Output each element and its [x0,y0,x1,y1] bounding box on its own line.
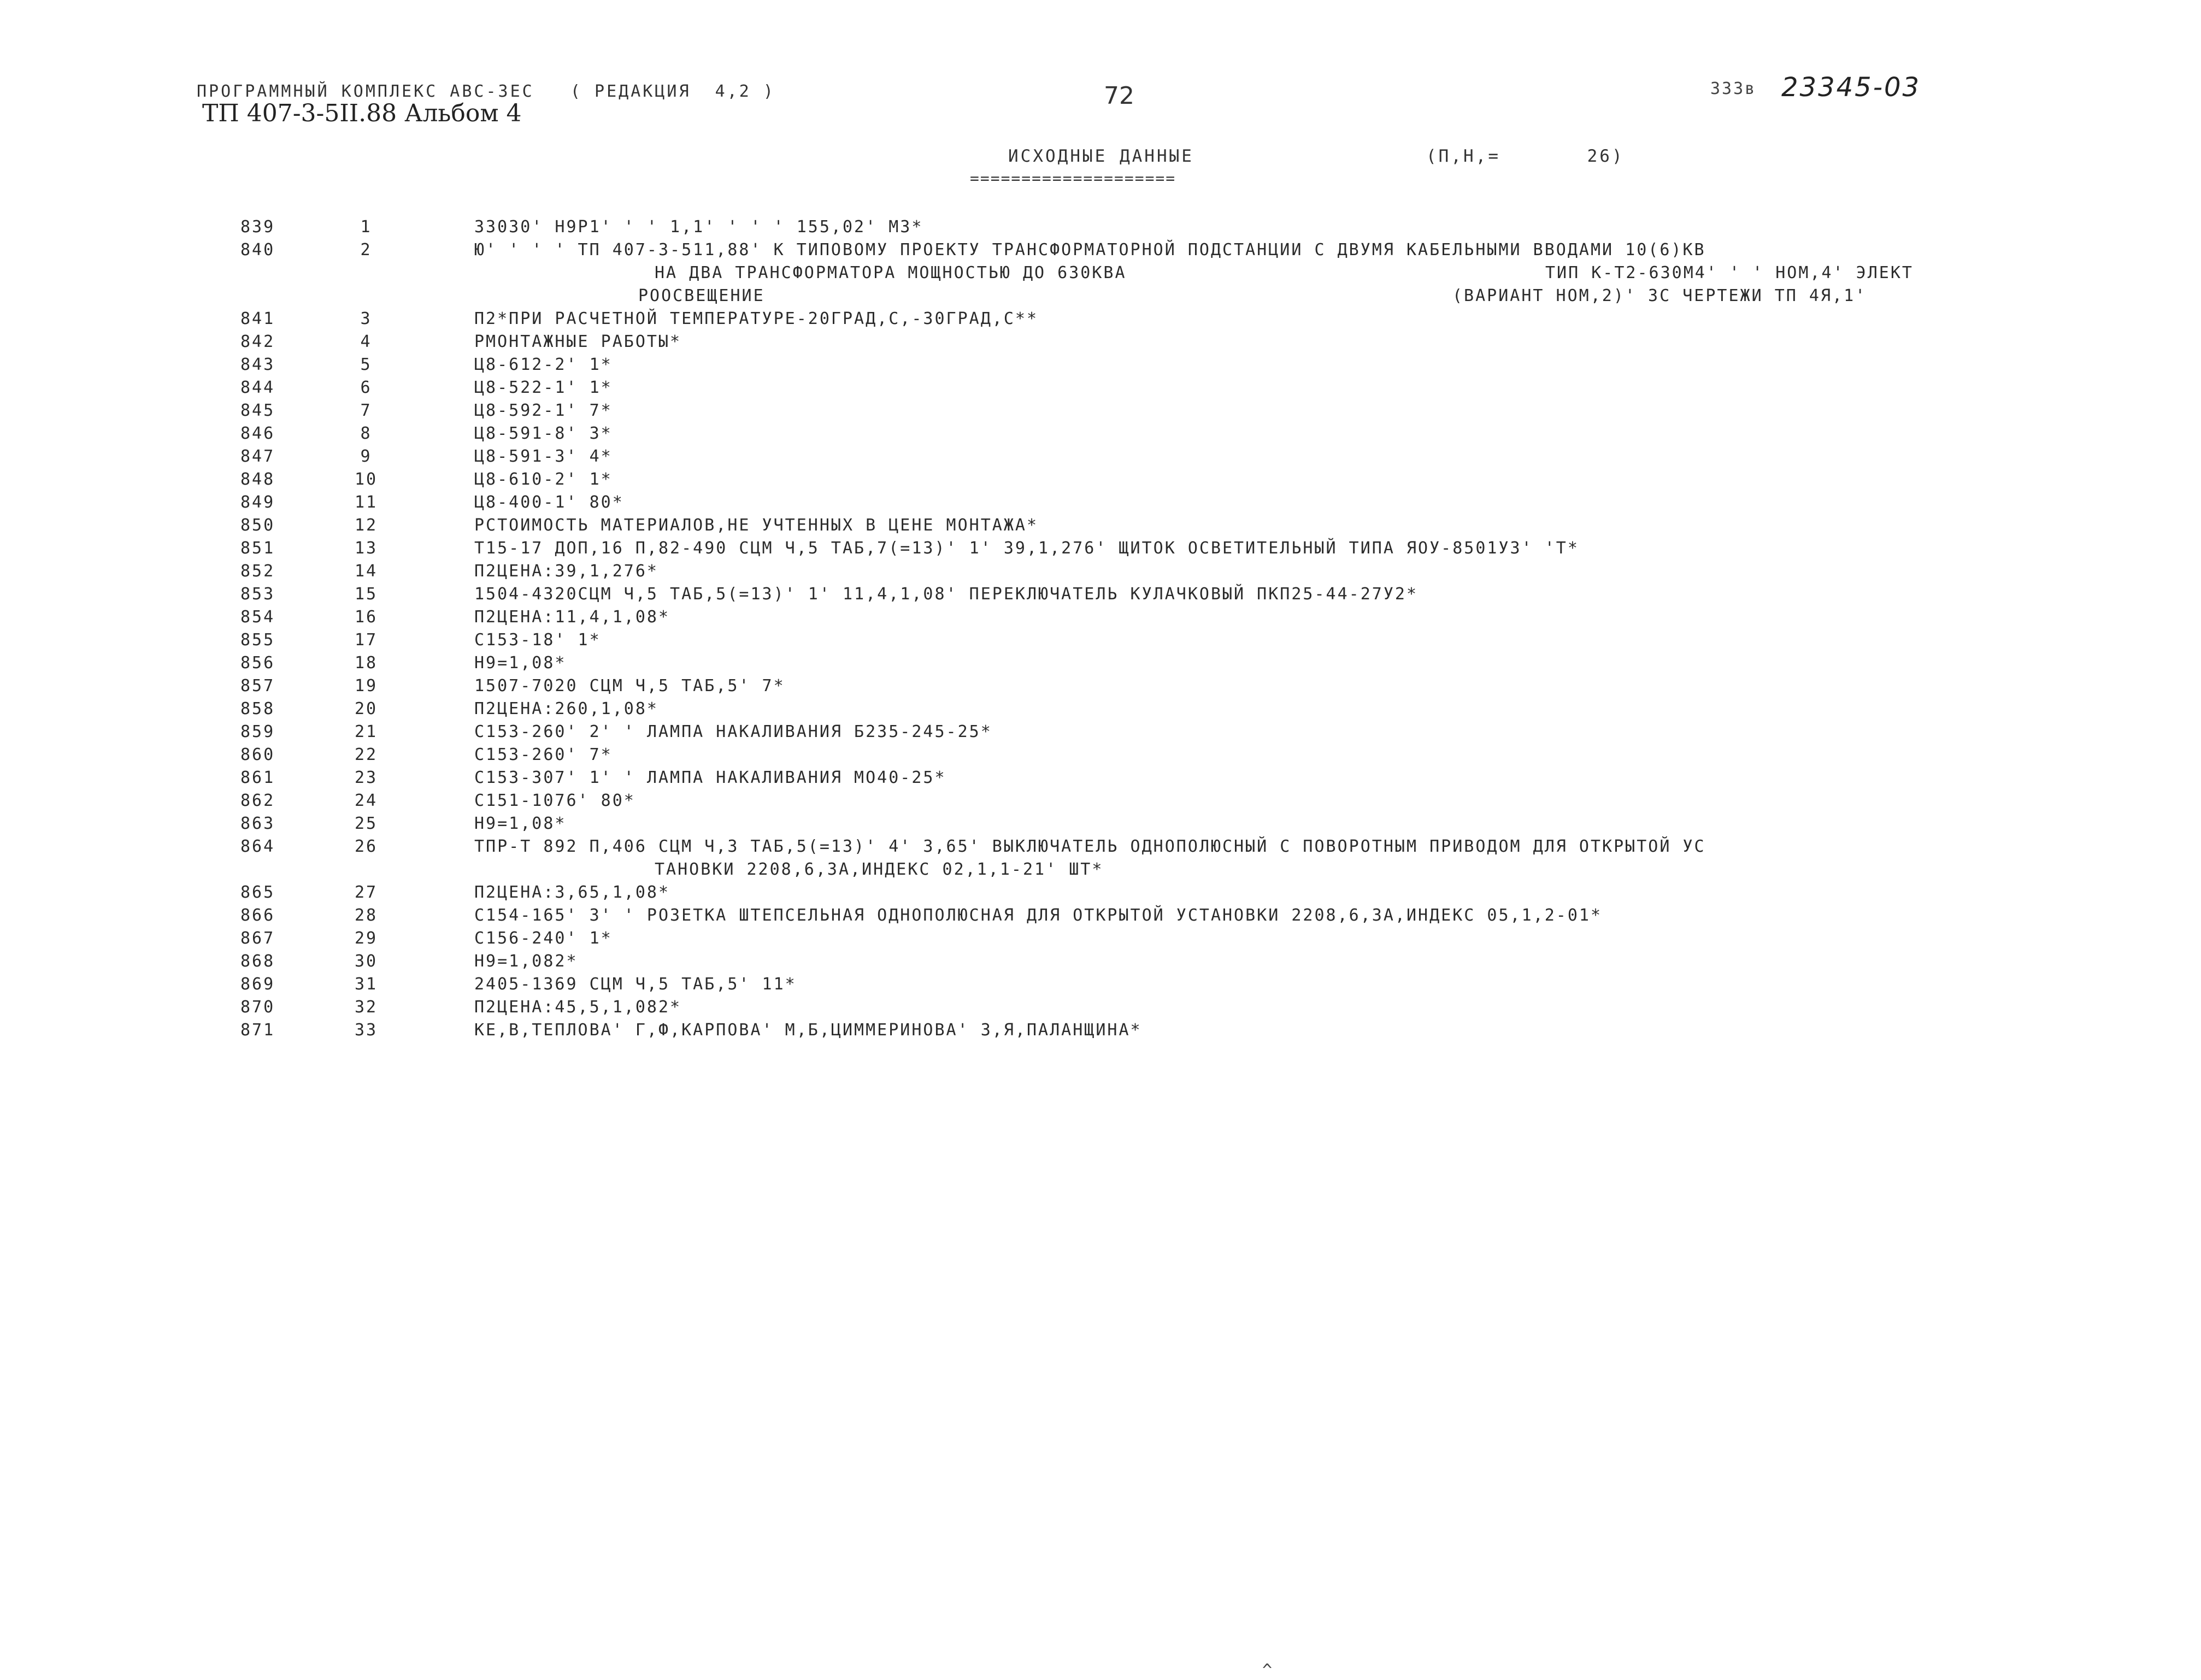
line-number: 856 [240,653,275,673]
line-number: 867 [240,929,275,948]
line-number: 871 [240,1021,275,1040]
sequence-number: 13 [354,539,378,558]
sequence-number: 17 [354,630,378,650]
sequence-number: 33 [354,1021,378,1040]
listing-row [0,422,2201,445]
record-main-line: Н9=1,08* [474,814,567,833]
record-text [474,698,2190,721]
record-text [474,950,2190,973]
scan-artifact-mark: ^ [1262,1661,1273,1680]
sequence-number: 30 [354,952,378,971]
line-number: 845 [240,401,275,420]
listing-row [0,399,2201,422]
listing-row [0,239,2201,308]
record-main-line: С153-260' 2' ' ЛАМПА НАКАЛИВАНИЯ Б235-245-25* [474,722,992,741]
line-number: 840 [240,240,275,260]
sequence-number: 25 [354,814,378,833]
line-number: 864 [240,837,275,856]
line-number: 852 [240,562,275,581]
record-text [474,789,2190,812]
line-number: 851 [240,539,275,558]
sequence-number: 4 [360,332,372,351]
listing-row [0,514,2201,537]
page-number: 72 [1104,82,1134,110]
record-text [474,835,2190,881]
record-text [474,583,2190,606]
record-main-line: Ю' ' ' ' ТП 407-3-511,88' К ТИПОВОМУ ПРОЕКТУ ТРАНСФОРМАТОРНОЙ ПОДСТАНЦИИ С ДВУМЯ КАБЕЛЬНЫМИ ВВОДАМИ 10(6)КВ [474,240,1706,260]
record-text [474,973,2190,996]
sequence-number: 7 [360,401,372,420]
sequence-number: 14 [354,562,378,581]
listing-row [0,973,2201,996]
record-text [474,744,2190,767]
record-main-line: 2405-1369 СЦМ Ч,5 ТАБ,5' 11* [474,975,797,994]
record-text [474,399,2190,422]
record-main-line: П2*ПРИ РАСЧЕТНОЙ ТЕМПЕРАТУРЕ-20ГРАД,С,-30ГРАД,С** [474,309,1039,328]
sequence-number: 29 [354,929,378,948]
listing-row [0,789,2201,812]
record-main-line: Ц8-591-3' 4* [474,447,613,466]
record-main-line: Н9=1,08* [474,653,567,673]
listing-row [0,744,2201,767]
continuation-text: НА ДВА ТРАНСФОРМАТОРА МОЩНОСТЬЮ ДО 630КВА [655,263,1127,282]
line-number: 842 [240,332,275,351]
record-text [474,904,2190,927]
line-number: 863 [240,814,275,833]
line-number: 859 [240,722,275,741]
record-main-line: П2ЦЕНА:39,1,276* [474,562,658,581]
sequence-number: 9 [360,447,372,466]
record-text [474,422,2190,445]
line-number: 844 [240,378,275,397]
sequence-number: 3 [360,309,372,328]
line-number: 858 [240,699,275,718]
sequence-number: 12 [354,516,378,535]
record-text [474,376,2190,399]
line-number: 866 [240,906,275,925]
listing-row [0,583,2201,606]
listing-row [0,835,2201,881]
listing-row [0,331,2201,353]
record-text [474,812,2190,835]
sequence-number: 5 [360,355,372,374]
line-number: 839 [240,217,275,237]
section-title: ИСХОДНЫЕ ДАННЫЕ [1008,146,1194,166]
record-main-line: Ц8-592-1' 7* [474,401,613,420]
listing-row [0,560,2201,583]
sequence-number: 26 [354,837,378,856]
listing-row [0,904,2201,927]
record-text [474,721,2190,744]
line-number: 850 [240,516,275,535]
line-number: 868 [240,952,275,971]
record-text [474,767,2190,789]
line-number: 860 [240,745,275,764]
line-number: 862 [240,791,275,810]
sequence-number: 32 [354,998,378,1017]
code-number: 23345-03 [1781,72,1921,103]
record-text [474,996,2190,1019]
sequence-number: 21 [354,722,378,741]
section-page-marker: (П,Н,= 26) [1426,146,1625,166]
listing-row [0,537,2201,560]
record-main-line: С153-307' 1' ' ЛАМПА НАКАЛИВАНИЯ МО40-25* [474,768,946,787]
record-text [474,468,2190,491]
listing-row [0,353,2201,376]
listing-row [0,698,2201,721]
listing-row [0,629,2201,652]
continuation-text: РООСВЕЩЕНИЕ [638,286,765,305]
listing-row [0,927,2201,950]
record-main-line: П2ЦЕНА:3,65,1,08* [474,883,670,902]
line-number: 869 [240,975,275,994]
listing-row [0,308,2201,331]
line-number: 849 [240,493,275,512]
listing-row [0,812,2201,835]
line-number: 854 [240,608,275,627]
listing-row [0,652,2201,675]
sequence-number: 10 [354,470,378,489]
record-continuation-line [474,858,2190,881]
record-text [474,239,2190,308]
line-number: 846 [240,424,275,443]
sequence-number: 22 [354,745,378,764]
sequence-number: 27 [354,883,378,902]
section-underline: ==================== [970,169,1176,187]
sequence-number: 18 [354,653,378,673]
sequence-number: 1 [360,217,372,237]
continuation-right-text: ТИП К-Т2-630М4' ' ' НОМ,4' ЭЛЕКТ [1545,263,1914,282]
record-text [474,652,2190,675]
record-main-line: КЕ,В,ТЕПЛОВА' Г,Ф,КАРПОВА' М,Б,ЦИММЕРИНОВА' З,Я,ПАЛАНЩИНА* [474,1021,1142,1040]
sequence-number: 6 [360,378,372,397]
record-main-line: Ц8-610-2' 1* [474,470,613,489]
listing-row [0,376,2201,399]
program-complex-title: ПРОГРАММНЫЙ КОМПЛЕКС АВС-3ЕС ( РЕДАКЦИЯ 4,2 ) [197,82,775,101]
continuation-right-text: (ВАРИАНТ НОМ,2)' 3С ЧЕРТЕЖИ ТП 4Я,1' [1452,286,1867,305]
record-text [474,308,2190,331]
sequence-number: 28 [354,906,378,925]
line-number: 847 [240,447,275,466]
listing-row [0,721,2201,744]
line-number: 848 [240,470,275,489]
sequence-number: 2 [360,240,372,260]
listing-row [0,996,2201,1019]
sequence-number: 23 [354,768,378,787]
record-main-line: Ц8-591-8' 3* [474,424,613,443]
record-main-line: ТПР-Т 892 П,406 СЦМ Ч,3 ТАБ,5(=13)' 4' 3,65' ВЫКЛЮЧАТЕЛЬ ОДНОПОЛЮСНЫЙ С ПОВОРОТНЫМ ПРИВОДОМ ДЛЯ ОТКРЫТОЙ УС [474,837,1706,856]
record-main-line: Ц8-522-1' 1* [474,378,613,397]
line-number: 857 [240,676,275,695]
record-continuation-line [474,262,2190,285]
listing-row [0,767,2201,789]
line-number: 853 [240,585,275,604]
record-main-line: 33030' Н9Р1' ' ' 1,1' ' ' ' 155,02' М3* [474,217,923,237]
source-data-listing [0,216,2201,1042]
tp-album-label: ТП 407-3-5II.88 Альбом 4 [202,99,522,127]
line-number: 870 [240,998,275,1017]
listing-row [0,675,2201,698]
listing-row [0,950,2201,973]
record-main-line: Н9=1,082* [474,952,578,971]
record-main-line: С151-1076' 80* [474,791,635,810]
record-main-line: С154-165' 3' ' РОЗЕТКА ШТЕПСЕЛЬНАЯ ОДНОПОЛЮСНАЯ ДЛЯ ОТКРЫТОЙ УСТАНОВКИ 2208,6,3А,ИНДЕКС 05,1,2-01* [474,906,1603,925]
record-text [474,881,2190,904]
record-main-line: С153-18' 1* [474,630,601,650]
record-main-line: Т15-17 ДОП,16 П,82-490 СЦМ Ч,5 ТАБ,7(=13)' 1' 39,1,276' ЩИТОК ОСВЕТИТЕЛЬНЫЙ ТИПА ЯОУ-8501У3' 'Т* [474,539,1579,558]
record-text [474,927,2190,950]
record-text [474,1019,2190,1042]
code-label: 333в [1710,79,1757,98]
record-text [474,606,2190,629]
sequence-number: 19 [354,676,378,695]
record-continuation-line [474,285,2190,308]
record-main-line: РСТОИМОСТЬ МАТЕРИАЛОВ,НЕ УЧТЕННЫХ В ЦЕНЕ МОНТАЖА* [474,516,1039,535]
listing-row [0,1019,2201,1042]
record-main-line: РМОНТАЖНЫЕ РАБОТЫ* [474,332,682,351]
record-main-line: 1507-7020 СЦМ Ч,5 ТАБ,5' 7* [474,676,785,695]
listing-row [0,468,2201,491]
record-main-line: П2ЦЕНА:260,1,08* [474,699,658,718]
record-text [474,514,2190,537]
record-text [474,445,2190,468]
record-text [474,353,2190,376]
sequence-number: 15 [354,585,378,604]
record-text [474,216,2190,239]
record-text [474,331,2190,353]
line-number: 841 [240,309,275,328]
sequence-number: 31 [354,975,378,994]
sequence-number: 8 [360,424,372,443]
sequence-number: 16 [354,608,378,627]
record-main-line: П2ЦЕНА:45,5,1,082* [474,998,682,1017]
record-main-line: С153-260' 7* [474,745,613,764]
listing-row [0,606,2201,629]
listing-row [0,491,2201,514]
record-main-line: Ц8-400-1' 80* [474,493,624,512]
sequence-number: 24 [354,791,378,810]
record-text [474,675,2190,698]
record-text [474,537,2190,560]
record-main-line: П2ЦЕНА:11,4,1,08* [474,608,670,627]
record-text [474,491,2190,514]
record-main-line: С156-240' 1* [474,929,613,948]
line-number: 865 [240,883,275,902]
listing-row [0,445,2201,468]
sequence-number: 20 [354,699,378,718]
continuation-text: ТАНОВКИ 2208,6,3А,ИНДЕКС 02,1,1-21' ШТ* [655,860,1104,879]
line-number: 843 [240,355,275,374]
sequence-number: 11 [354,493,378,512]
record-text [474,560,2190,583]
listing-row [0,216,2201,239]
listing-row [0,881,2201,904]
line-number: 855 [240,630,275,650]
line-number: 861 [240,768,275,787]
record-main-line: 1504-4320СЦМ Ч,5 ТАБ,5(=13)' 1' 11,4,1,08' ПЕРЕКЛЮЧАТЕЛЬ КУЛАЧКОВЫЙ ПКП25-44-27У2* [474,585,1419,604]
record-main-line: Ц8-612-2' 1* [474,355,613,374]
record-text [474,629,2190,652]
